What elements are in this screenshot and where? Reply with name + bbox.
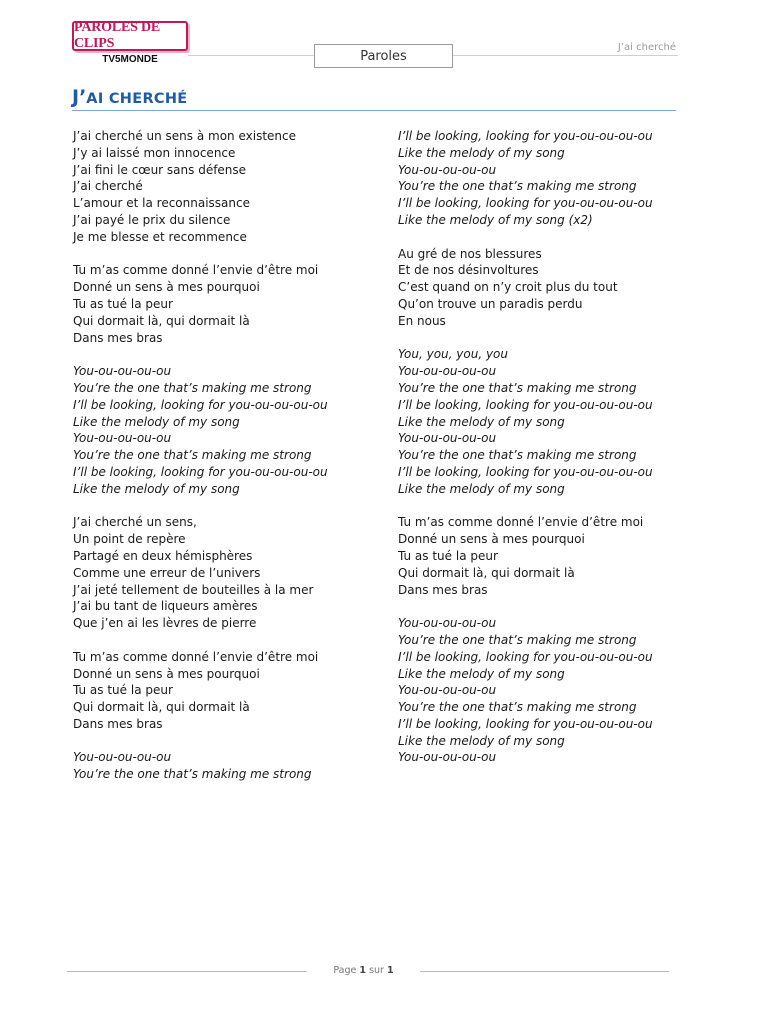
lyric-line: J’y ai laissé mon innocence bbox=[73, 145, 236, 160]
lyric-line: Et de nos désinvoltures bbox=[398, 263, 539, 278]
lyric-line: You’re the one that’s making me strong bbox=[398, 632, 637, 647]
lyric-line: You-ou-ou-ou-ou bbox=[398, 431, 497, 446]
lyric-line: Donné un sens à mes pourquoi bbox=[73, 280, 260, 295]
lyric-line: Que j’en ai les lèvres de pierre bbox=[73, 616, 257, 631]
lyric-line: I’ll be looking, looking for you-ou-ou-ou-ou bbox=[398, 196, 653, 211]
section-tab-label: Paroles bbox=[360, 48, 407, 64]
stanza-break bbox=[73, 498, 378, 515]
logo-subtitle: TV5MONDE bbox=[102, 54, 158, 65]
lyric-line: I’ll be looking, looking for you-ou-ou-ou-ou bbox=[398, 649, 653, 664]
lyric-line: Je me blesse et recommence bbox=[73, 229, 247, 244]
lyric-line: Like the melody of my song bbox=[398, 733, 565, 748]
lyric-line: You-ou-ou-ou-ou bbox=[398, 162, 497, 177]
stanza-break bbox=[398, 330, 688, 347]
lyric-line: You-ou-ou-ou-ou bbox=[73, 364, 172, 379]
lyric-line: You-ou-ou-ou-ou bbox=[73, 750, 172, 765]
lyric-line: Qui dormait là, qui dormait là bbox=[73, 700, 250, 715]
lyric-line: En nous bbox=[398, 313, 446, 328]
song-title-rest: AI CHERCHÉ bbox=[86, 91, 188, 107]
lyric-line: You’re the one that’s making me strong bbox=[73, 448, 312, 463]
lyric-line: Tu m’as comme donné l’envie d’être moi bbox=[73, 263, 319, 278]
lyric-line: Like the melody of my song bbox=[398, 666, 565, 681]
lyric-line: You’re the one that’s making me strong bbox=[398, 700, 637, 715]
page-word: Page bbox=[333, 965, 357, 976]
lyric-line: Partagé en deux hémisphères bbox=[73, 548, 253, 563]
page-of-word: sur bbox=[369, 965, 384, 976]
page-current: 1 bbox=[359, 965, 367, 976]
page-number bbox=[307, 965, 420, 976]
lyric-line: I’ll be looking, looking for you-ou-ou-ou-ou bbox=[73, 397, 328, 412]
lyrics-column-left bbox=[73, 128, 378, 783]
lyric-line: You-ou-ou-ou-ou bbox=[73, 431, 172, 446]
lyric-line: Like the melody of my song bbox=[398, 481, 565, 496]
lyric-line: Like the melody of my song bbox=[73, 414, 240, 429]
stanza-break bbox=[73, 346, 378, 363]
stanza-break bbox=[398, 229, 688, 246]
lyric-line: You’re the one that’s making me strong bbox=[398, 179, 637, 194]
lyric-line: You’re the one that’s making me strong bbox=[73, 767, 312, 782]
lyric-line: Dans mes bras bbox=[73, 330, 163, 345]
lyric-line: Donné un sens à mes pourquoi bbox=[398, 532, 585, 547]
page-total: 1 bbox=[386, 965, 394, 976]
lyric-line: You-ou-ou-ou-ou bbox=[398, 750, 497, 765]
lyric-line: You’re the one that’s making me strong bbox=[398, 448, 637, 463]
lyric-line: C’est quand on n’y croit plus du tout bbox=[398, 280, 618, 295]
lyric-line: Dans mes bras bbox=[398, 582, 488, 597]
lyric-line: I’ll be looking, looking for you-ou-ou-ou-ou bbox=[398, 397, 653, 412]
lyric-line: Like the melody of my song bbox=[73, 481, 240, 496]
lyric-line: L’amour et la reconnaissance bbox=[73, 196, 250, 211]
lyric-line: Like the melody of my song (x2) bbox=[398, 212, 593, 227]
lyric-line: You’re the one that’s making me strong bbox=[73, 380, 312, 395]
stanza-break bbox=[73, 632, 378, 649]
lyric-line: You-ou-ou-ou-ou bbox=[398, 616, 497, 631]
lyric-line: Qu’on trouve un paradis perdu bbox=[398, 296, 583, 311]
lyric-line: Un point de repère bbox=[73, 532, 186, 547]
lyric-line: Comme une erreur de l’univers bbox=[73, 565, 261, 580]
lyric-line: You-ou-ou-ou-ou bbox=[398, 364, 497, 379]
lyric-line: Tu m’as comme donné l’envie d’être moi bbox=[73, 649, 319, 664]
lyric-line: I’ll be looking, looking for you-ou-ou-ou-ou bbox=[398, 129, 653, 143]
footer-divider-left bbox=[67, 971, 307, 972]
section-tab-paroles bbox=[314, 44, 453, 68]
lyric-line: You’re the one that’s making me strong bbox=[398, 380, 637, 395]
lyric-line: You-ou-ou-ou-ou bbox=[398, 683, 497, 698]
song-title-initial: J’ bbox=[72, 86, 87, 108]
lyric-line: J’ai cherché bbox=[73, 179, 143, 194]
lyric-line: Tu as tué la peur bbox=[73, 296, 173, 311]
lyric-line: J’ai bu tant de liqueurs amères bbox=[73, 599, 258, 614]
running-title: J’ai cherché bbox=[617, 42, 676, 53]
stanza-break bbox=[398, 598, 688, 615]
lyric-line: J’ai fini le cœur sans défense bbox=[73, 162, 247, 177]
lyric-line: Dans mes bras bbox=[73, 716, 163, 731]
stanza-break bbox=[398, 498, 688, 515]
song-title bbox=[72, 86, 188, 108]
lyric-line: Tu m’as comme donné l’envie d’être moi bbox=[398, 515, 644, 530]
lyric-line: J’ai cherché un sens à mon existence bbox=[73, 129, 296, 143]
lyric-line: I’ll be looking, looking for you-ou-ou-ou-ou bbox=[398, 716, 653, 731]
lyric-line: Donné un sens à mes pourquoi bbox=[73, 666, 260, 681]
logo-title: PAROLES DE CLIPS bbox=[74, 20, 161, 51]
footer-divider-right bbox=[420, 971, 669, 972]
stanza-break bbox=[73, 733, 378, 750]
lyric-line: Tu as tué la peur bbox=[73, 683, 173, 698]
lyric-line: Like the melody of my song bbox=[398, 414, 565, 429]
lyric-line: J’ai jeté tellement de bouteilles à la mer bbox=[73, 582, 314, 597]
lyric-line: You, you, you, you bbox=[398, 347, 508, 362]
lyric-line: Tu as tué la peur bbox=[398, 548, 498, 563]
lyric-line: J’ai payé le prix du silence bbox=[73, 212, 231, 227]
logo bbox=[72, 21, 188, 65]
lyric-line: I’ll be looking, looking for you-ou-ou-ou-ou bbox=[398, 464, 653, 479]
logo-badge bbox=[72, 21, 188, 51]
lyric-line: Like the melody of my song bbox=[398, 145, 565, 160]
lyric-line: Qui dormait là, qui dormait là bbox=[73, 313, 250, 328]
lyrics-column-right bbox=[398, 128, 688, 766]
lyric-line: Qui dormait là, qui dormait là bbox=[398, 565, 575, 580]
lyric-line: Au gré de nos blessures bbox=[398, 246, 542, 261]
stanza-break bbox=[73, 246, 378, 263]
title-underline bbox=[72, 110, 676, 111]
lyric-line: J’ai cherché un sens, bbox=[73, 515, 197, 530]
lyric-line: I’ll be looking, looking for you-ou-ou-ou-ou bbox=[73, 464, 328, 479]
